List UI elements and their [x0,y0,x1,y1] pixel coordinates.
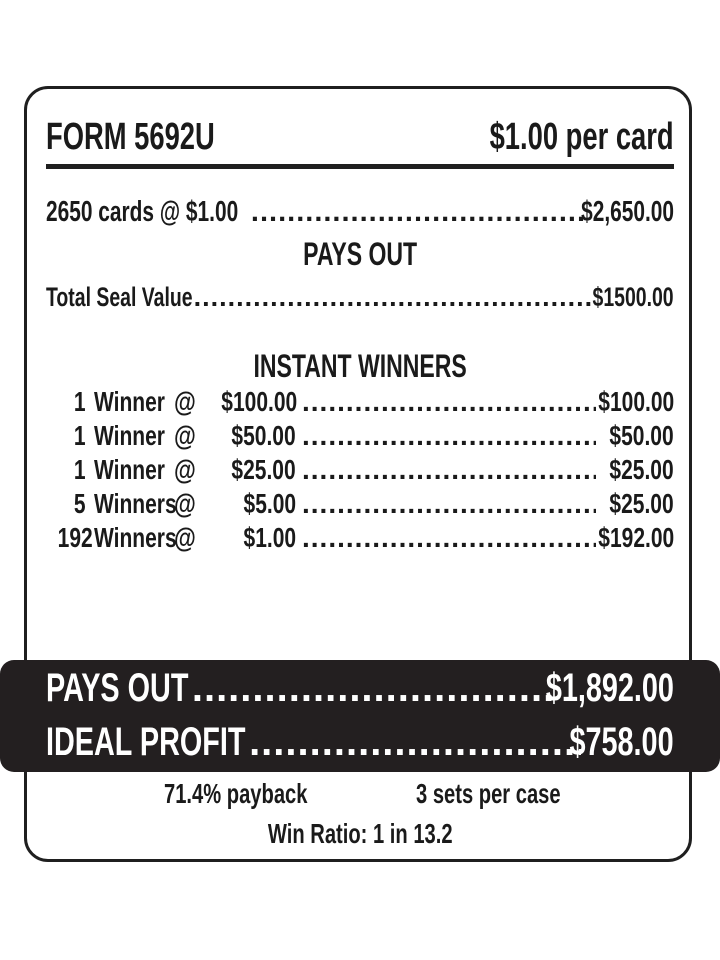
winner-amount: $100.00 [221,386,298,417]
seal-total: $1500.00 [592,282,674,312]
winner-word: Winners [94,488,177,519]
form-number: FORM 5692U [46,116,215,158]
leader-dots [194,282,596,313]
leader-dots [302,454,596,486]
cards-label: 2650 cards @ $1.00 [46,196,239,228]
payback-text: 71.4% payback [164,778,308,809]
instant-winners-heading: INSTANT WINNERS [253,348,467,384]
leader-dots [192,666,558,711]
pays-out-total-line [46,666,674,711]
winner-word: Winner [94,420,165,451]
winner-qty: 1 [74,386,86,417]
at-sign: @ [174,488,196,519]
leader-dots [249,720,581,765]
winner-amount: $5.00 [243,488,296,519]
winner-total: $25.00 [609,454,674,485]
ideal-profit-line [46,720,674,765]
winner-row [46,488,674,522]
winner-word: Winners [94,522,177,553]
winner-word: Winner [94,386,165,417]
winner-total: $25.00 [609,488,674,519]
form-header [46,112,674,169]
ideal-profit-value: $758.00 [569,720,674,764]
winner-amount: $50.00 [231,420,296,451]
winner-total: $192.00 [598,522,674,553]
winner-row [46,420,674,454]
winner-qty: 1 [74,454,86,485]
seal-line [46,282,674,313]
leader-dots [302,420,596,452]
at-sign: @ [174,454,196,485]
cards-line [46,196,674,229]
winner-amount: $1.00 [243,522,296,553]
sets-per-case-text: 3 sets per case [416,778,561,809]
winner-word: Winner [94,454,165,485]
winner-total: $100.00 [598,386,674,417]
winner-amount: $25.00 [231,454,296,485]
totals-band [0,660,720,772]
leader-dots [251,196,585,229]
winner-qty: 1 [74,420,86,451]
win-ratio-text: Win Ratio: 1 in 13.2 [267,818,453,849]
pays-out-value: $1,892.00 [545,666,674,710]
price-per-card: $1.00 per card [489,116,674,158]
at-sign: @ [174,386,196,417]
winner-qty: 192 [57,522,93,553]
ideal-profit-label: IDEAL PROFIT [46,720,246,764]
leader-dots [302,522,596,554]
leader-dots [302,386,596,418]
winner-row [46,454,674,488]
cards-total: $2,650.00 [581,196,674,228]
winner-qty: 5 [74,488,86,519]
seal-label: Total Seal Value [46,282,193,312]
pays-out-heading: PAYS OUT [303,236,417,272]
pays-out-label: PAYS OUT [46,666,189,710]
winner-row [46,522,674,556]
at-sign: @ [174,522,196,553]
at-sign: @ [174,420,196,451]
leader-dots [302,488,596,520]
winner-row [46,386,674,420]
winner-total: $50.00 [609,420,674,451]
